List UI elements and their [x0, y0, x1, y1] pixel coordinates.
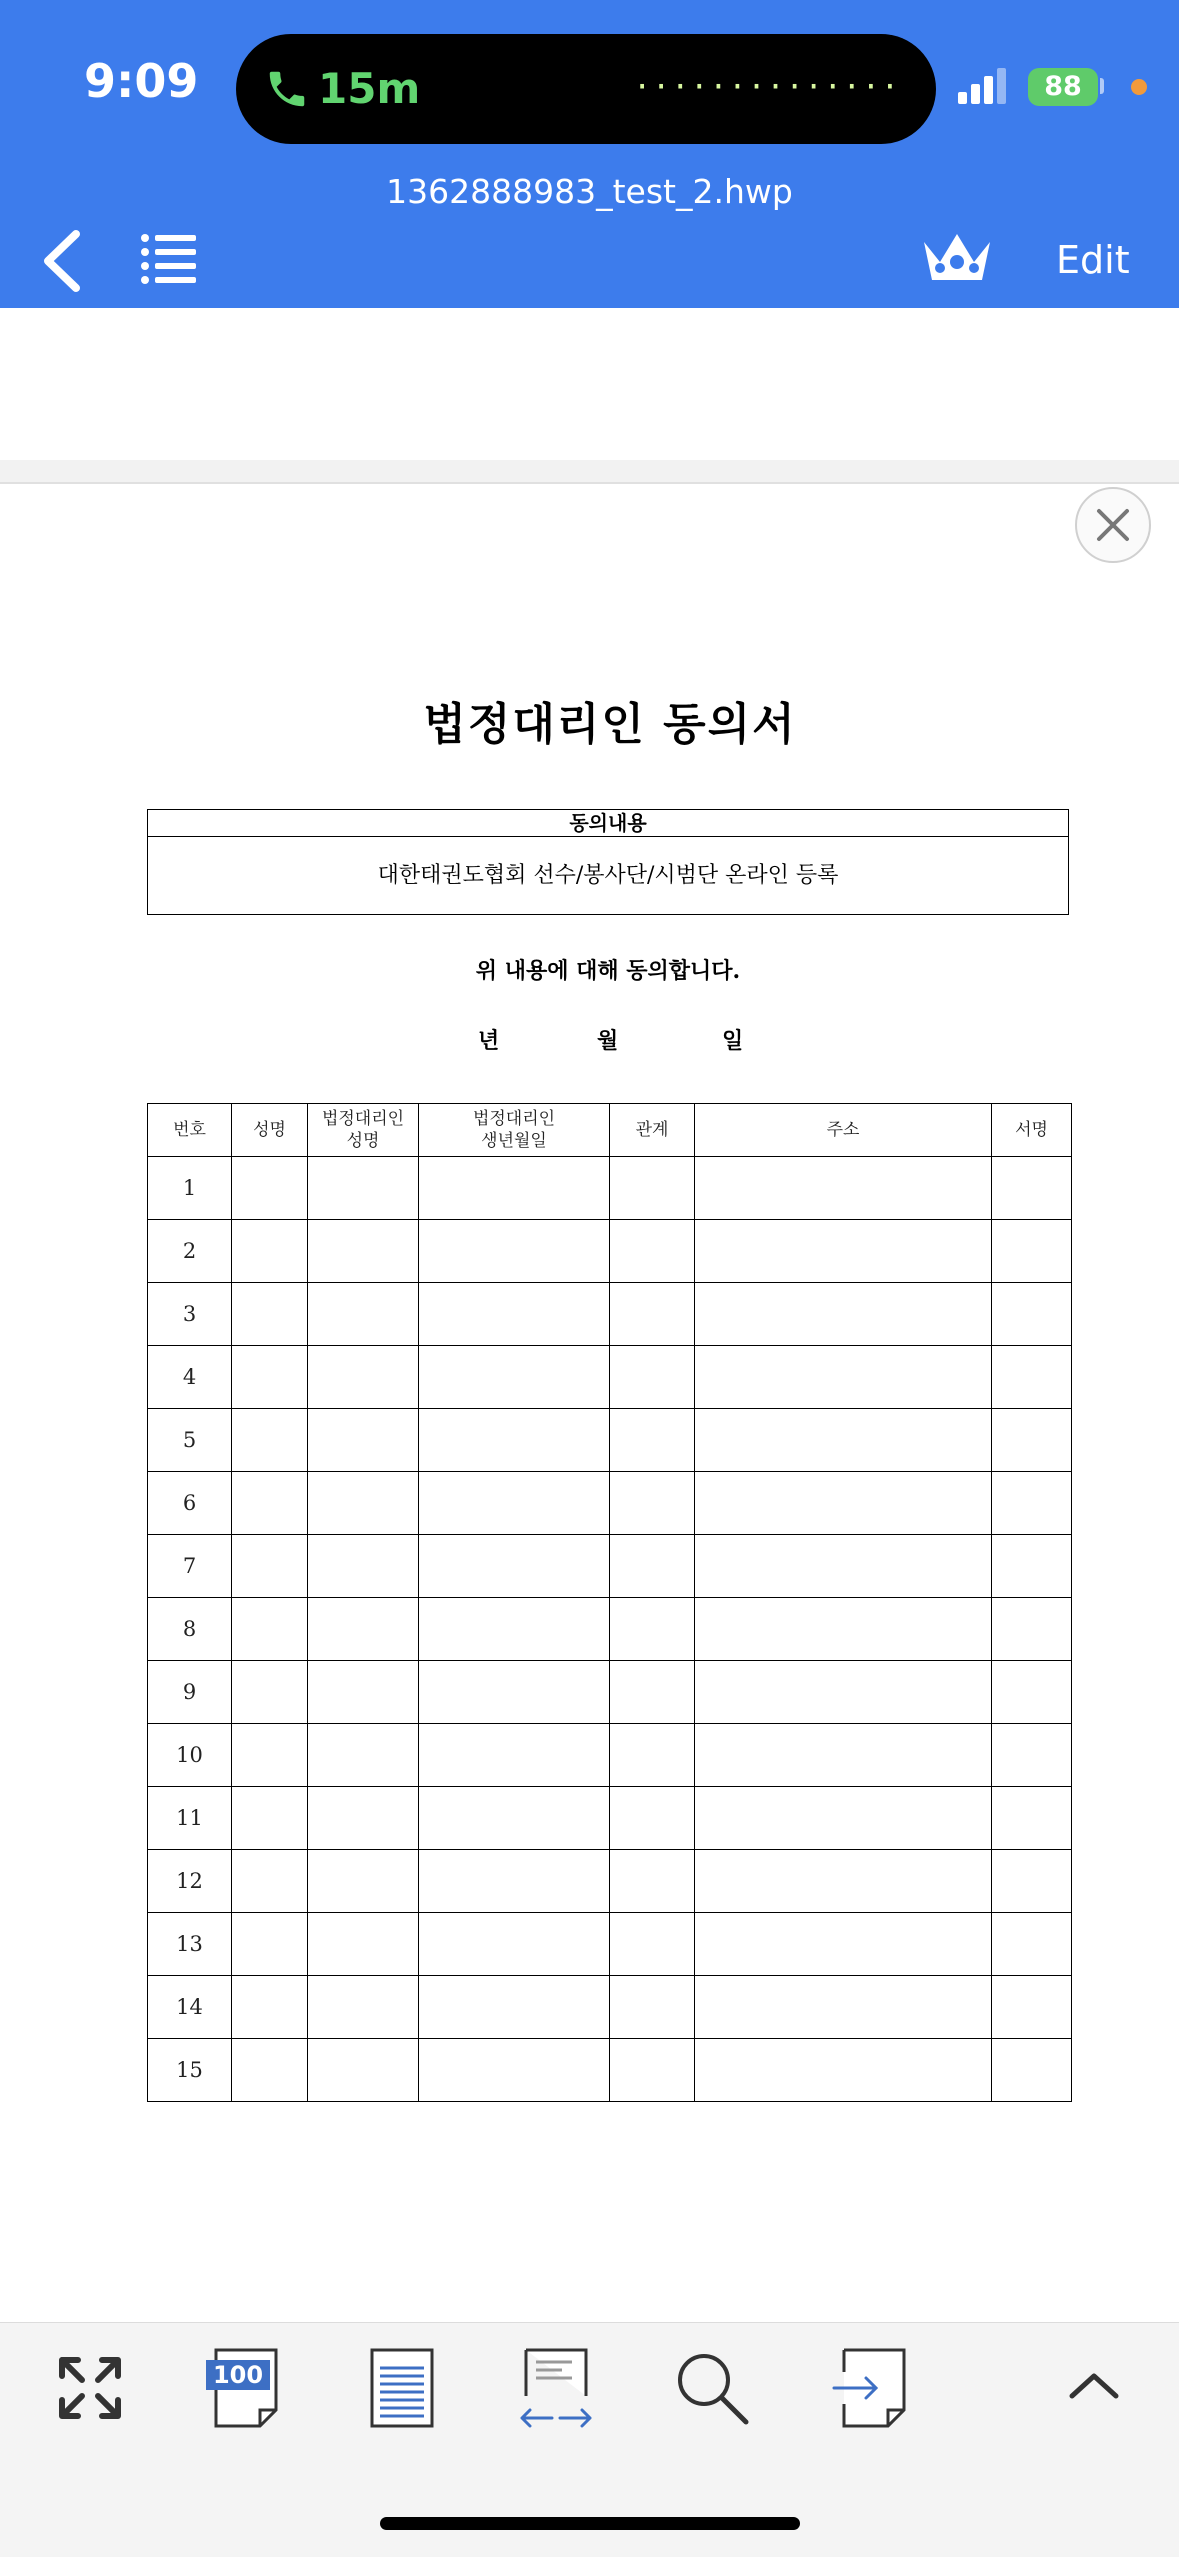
- name-cell: [232, 1472, 308, 1535]
- chevron-up-icon[interactable]: [1054, 2348, 1134, 2428]
- signature-cell: [992, 1724, 1072, 1787]
- address-cell: [695, 1220, 992, 1283]
- document-title: 법정대리인 동의서: [423, 699, 797, 750]
- relation-cell: [610, 1976, 695, 2039]
- table-row: [148, 1850, 1072, 1913]
- zoom-100-icon[interactable]: [204, 2348, 284, 2428]
- page-view-icon[interactable]: [362, 2348, 442, 2428]
- address-cell: [695, 1724, 992, 1787]
- signature-cell: [992, 1598, 1072, 1661]
- address-cell: [695, 2039, 992, 2102]
- relation-cell: [610, 2039, 695, 2102]
- name-cell: [232, 1598, 308, 1661]
- relation-cell: [610, 1472, 695, 1535]
- guardian-birthdate-cell: [419, 2039, 610, 2102]
- relation-cell: [610, 1220, 695, 1283]
- guardian-name-cell: [308, 1409, 419, 1472]
- list-icon[interactable]: [140, 232, 196, 288]
- guardian-name-cell: [308, 1976, 419, 2039]
- address-cell: [695, 1661, 992, 1724]
- fullscreen-icon[interactable]: [50, 2348, 130, 2428]
- guardian-birthdate-cell: [419, 1220, 610, 1283]
- guardian-name-cell: [308, 1157, 419, 1220]
- address-cell: [695, 1913, 992, 1976]
- edit-button[interactable]: Edit: [1056, 238, 1130, 282]
- name-cell: [232, 1976, 308, 2039]
- consent-body: 대한태권도협회 선수/봉사단/시범단 온라인 등록: [377, 863, 839, 888]
- relation-cell: [610, 1913, 695, 1976]
- name-cell: [232, 1661, 308, 1724]
- guardian-birthdate-cell: [419, 1283, 610, 1346]
- column-header-relation: 관계: [610, 1104, 695, 1157]
- name-cell: [232, 1535, 308, 1598]
- guardian-birthdate-cell: [419, 1724, 610, 1787]
- name-cell: [232, 1850, 308, 1913]
- guardian-name-cell: [308, 2039, 419, 2102]
- table-row: [148, 1787, 1072, 1850]
- relation-cell: [610, 1346, 695, 1409]
- name-cell: [232, 1787, 308, 1850]
- row-number: 14: [148, 1976, 232, 2039]
- relation-cell: [610, 1535, 695, 1598]
- close-icon[interactable]: [1075, 487, 1151, 563]
- signature-cell: [992, 1157, 1072, 1220]
- table-row: [148, 1598, 1072, 1661]
- guardian-name-cell: [308, 1346, 419, 1409]
- page-separator: [0, 460, 1179, 484]
- fit-width-icon[interactable]: [516, 2348, 596, 2428]
- signature-cell: [992, 1913, 1072, 1976]
- battery-tip: [1100, 78, 1104, 94]
- guardian-birthdate-cell: [419, 1661, 610, 1724]
- battery-indicator: 88: [1028, 68, 1098, 106]
- call-duration: 15m: [318, 64, 421, 113]
- consent-box: [147, 809, 1069, 915]
- dynamic-island-call[interactable]: [236, 34, 936, 144]
- signature-cell: [992, 1220, 1072, 1283]
- address-cell: [695, 1157, 992, 1220]
- relation-cell: [610, 1409, 695, 1472]
- row-number: 2: [148, 1220, 232, 1283]
- signature-cell: [992, 1661, 1072, 1724]
- address-cell: [695, 1976, 992, 2039]
- agree-statement: 위 내용에 대해 동의합니다.: [475, 958, 741, 984]
- guardian-birthdate-cell: [419, 1787, 610, 1850]
- row-number: 4: [148, 1346, 232, 1409]
- column-header-guardian-birthdate: 법정대리인 생년월일: [419, 1104, 610, 1157]
- guardian-birthdate-cell: [419, 1913, 610, 1976]
- address-cell: [695, 1787, 992, 1850]
- row-number: 5: [148, 1409, 232, 1472]
- signature-cell: [992, 2039, 1072, 2102]
- call-waveform: ··············: [633, 70, 900, 105]
- table-row: [148, 2039, 1072, 2102]
- row-number: 3: [148, 1283, 232, 1346]
- address-cell: [695, 1346, 992, 1409]
- signature-cell: [992, 1787, 1072, 1850]
- column-header-name: 성명: [232, 1104, 308, 1157]
- address-cell: [695, 1283, 992, 1346]
- guardian-birthdate-cell: [419, 1535, 610, 1598]
- name-cell: [232, 1724, 308, 1787]
- search-icon[interactable]: [672, 2348, 752, 2428]
- chevron-left-icon[interactable]: [38, 228, 88, 294]
- guardian-name-cell: [308, 1787, 419, 1850]
- address-cell: [695, 1850, 992, 1913]
- guardian-birthdate-cell: [419, 1598, 610, 1661]
- table-row: [148, 1913, 1072, 1976]
- name-cell: [232, 1283, 308, 1346]
- table-row: [148, 1409, 1072, 1472]
- column-header-guardian-name: 법정대리인 성명: [308, 1104, 419, 1157]
- row-number: 15: [148, 2039, 232, 2102]
- phone-icon: [264, 64, 310, 114]
- consent-header: 동의내용: [148, 810, 1068, 837]
- guardian-birthdate-cell: [419, 1346, 610, 1409]
- signature-cell: [992, 1409, 1072, 1472]
- zoom-label: 100: [212, 2361, 264, 2389]
- guardian-name-cell: [308, 1535, 419, 1598]
- signature-cell: [992, 1346, 1072, 1409]
- relation-cell: [610, 1724, 695, 1787]
- name-cell: [232, 1220, 308, 1283]
- row-number: 8: [148, 1598, 232, 1661]
- table-row: [148, 1220, 1072, 1283]
- date-year: 년: [478, 1028, 500, 1054]
- guardian-name-cell: [308, 1661, 419, 1724]
- privacy-indicator-dot: [1131, 79, 1147, 95]
- row-number: 13: [148, 1913, 232, 1976]
- row-number: 9: [148, 1661, 232, 1724]
- signature-table: [147, 1103, 1072, 2102]
- table-row: [148, 1661, 1072, 1724]
- guardian-name-cell: [308, 1220, 419, 1283]
- row-number: 12: [148, 1850, 232, 1913]
- file-name: 1362888983_test_2.hwp: [386, 172, 793, 211]
- name-cell: [232, 2039, 308, 2102]
- name-cell: [232, 1913, 308, 1976]
- guardian-birthdate-cell: [419, 1976, 610, 2039]
- signature-cell: [992, 1850, 1072, 1913]
- date-day: 일: [722, 1028, 744, 1054]
- crown-icon[interactable]: [920, 228, 994, 288]
- guardian-name-cell: [308, 1283, 419, 1346]
- address-cell: [695, 1409, 992, 1472]
- signature-cell: [992, 1535, 1072, 1598]
- guardian-name-cell: [308, 1724, 419, 1787]
- table-row: [148, 1346, 1072, 1409]
- relation-cell: [610, 1787, 695, 1850]
- relation-cell: [610, 1157, 695, 1220]
- relation-cell: [610, 1283, 695, 1346]
- go-to-page-icon[interactable]: [832, 2348, 912, 2428]
- guardian-name-cell: [308, 1850, 419, 1913]
- relation-cell: [610, 1661, 695, 1724]
- row-number: 1: [148, 1157, 232, 1220]
- address-cell: [695, 1472, 992, 1535]
- guardian-birthdate-cell: [419, 1409, 610, 1472]
- column-header-address: 주소: [695, 1104, 992, 1157]
- column-header-number: 번호: [148, 1104, 232, 1157]
- table-row: [148, 1472, 1072, 1535]
- table-row: [148, 1283, 1072, 1346]
- signature-cell: [992, 1472, 1072, 1535]
- guardian-birthdate-cell: [419, 1472, 610, 1535]
- name-cell: [232, 1409, 308, 1472]
- row-number: 7: [148, 1535, 232, 1598]
- signature-cell: [992, 1976, 1072, 2039]
- address-cell: [695, 1535, 992, 1598]
- guardian-birthdate-cell: [419, 1157, 610, 1220]
- relation-cell: [610, 1850, 695, 1913]
- signature-cell: [992, 1283, 1072, 1346]
- home-indicator: [380, 2517, 800, 2530]
- guardian-name-cell: [308, 1472, 419, 1535]
- table-row: [148, 1535, 1072, 1598]
- column-header-signature: 서명: [992, 1104, 1072, 1157]
- row-number: 6: [148, 1472, 232, 1535]
- date-month: 월: [597, 1028, 619, 1054]
- status-time: 9:09: [84, 54, 199, 108]
- row-number: 10: [148, 1724, 232, 1787]
- guardian-name-cell: [308, 1598, 419, 1661]
- guardian-birthdate-cell: [419, 1850, 610, 1913]
- top-app-bar: [0, 0, 1179, 308]
- table-row: [148, 1976, 1072, 2039]
- table-row: [148, 1724, 1072, 1787]
- name-cell: [232, 1346, 308, 1409]
- table-row: [148, 1157, 1072, 1220]
- table-header-row: [148, 1104, 1072, 1157]
- guardian-name-cell: [308, 1913, 419, 1976]
- relation-cell: [610, 1598, 695, 1661]
- row-number: 11: [148, 1787, 232, 1850]
- name-cell: [232, 1157, 308, 1220]
- address-cell: [695, 1598, 992, 1661]
